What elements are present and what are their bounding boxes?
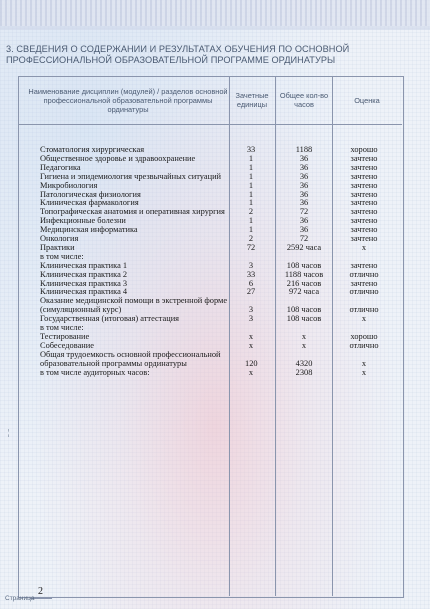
cell-hours: 972 часа [288, 287, 320, 297]
cell-grade: x [361, 242, 367, 252]
table-row [40, 243, 400, 252]
cell-name: Государственная (итоговая) аттестация [40, 314, 180, 324]
cell-name: Тестирование [40, 331, 90, 341]
cell-name: Гигиена и эпидемиология чрезвычайных ситуаций [40, 171, 222, 181]
cell-hours: 1188 часов [284, 269, 324, 279]
table-row [40, 163, 400, 172]
cell-name: Клиническая практика 4 [40, 287, 128, 297]
table-row [40, 261, 400, 270]
column-header-hours: Общее кол-во часов [279, 91, 329, 109]
cell-hours: 108 часов [286, 305, 322, 315]
cell-units: 33 [246, 145, 256, 154]
cell-hours: 36 [299, 162, 309, 172]
table-row [40, 323, 400, 332]
table-header [18, 76, 402, 125]
cell-name: Общая трудоемкость основной профессиональной [40, 349, 221, 359]
cell-grade: отлично [349, 287, 379, 297]
cell-hours: 2308 [295, 367, 313, 377]
cell-hours: 36 [299, 198, 309, 208]
cell-grade: зачтено [350, 278, 378, 288]
cell-hours: x [301, 340, 307, 350]
table-row [40, 368, 400, 377]
cell-name: Общественное здоровье и здравоохранение [40, 153, 196, 163]
cell-units: 1 [248, 198, 254, 208]
cell-name: Клиническая практика 2 [40, 269, 128, 279]
table-row [40, 359, 400, 368]
cell-grade: зачтено [350, 234, 378, 243]
cell-units: 120 [245, 358, 258, 368]
cell-units: 72 [246, 242, 256, 252]
table-row [40, 252, 400, 261]
cell-units: x [248, 331, 254, 341]
table-row [40, 314, 400, 323]
cell-name: Практики [40, 242, 75, 252]
cell-grade: зачтено [350, 162, 378, 172]
table-row [40, 350, 400, 359]
cell-units: 27 [246, 287, 256, 297]
section-heading: 3. СВЕДЕНИЯ О СОДЕРЖАНИИ И РЕЗУЛЬТАТАХ ОБУЧЕНИЯ ПО ОСНОВНОЙ ПРОФЕССИОНАЛЬНОЙ ОБРАЗОВАТЕЛЬНОЙ ПРОГРАММЕ ОРДИНАТУРЫ [6, 44, 350, 65]
table-row [40, 270, 400, 279]
table-row [40, 287, 400, 296]
cell-name: Топографическая анатомия и оперативная хирургия [40, 207, 225, 217]
cell-hours: 36 [299, 216, 309, 226]
table-row [40, 296, 400, 305]
cell-grade: отлично [349, 340, 379, 350]
cell-name: в том числе аудиторных часов: [40, 367, 150, 377]
margin-mark: ¦ [8, 428, 10, 437]
cell-name: Инфекционные болезни [40, 216, 126, 226]
cell-name: (симуляционный курс) [40, 305, 122, 315]
column-header-units: Зачетные единицы [235, 91, 269, 109]
cell-grade: отлично [349, 269, 379, 279]
column-header-name: Наименование дисциплин (модулей) / разделов основной профессиональной образовательной программы ординатуры [28, 86, 228, 114]
cell-units: 3 [248, 305, 254, 315]
cell-name: Микробиология [40, 180, 98, 190]
cell-hours: x [301, 331, 307, 341]
cell-hours: 36 [299, 153, 309, 163]
cell-hours: 36 [299, 180, 309, 190]
cell-name: Клиническая практика 3 [40, 278, 128, 288]
table-row [40, 145, 400, 154]
cell-grade: x [361, 367, 367, 377]
column-header-grade: Оценка [354, 95, 380, 105]
cell-name: в том числе: [40, 323, 84, 332]
cell-name: Педагогика [40, 162, 81, 172]
cell-grade: зачтено [350, 216, 378, 226]
cell-name: Клиническая практика 1 [40, 260, 128, 270]
cell-grade: зачтено [350, 260, 378, 270]
cell-grade: зачтено [350, 198, 378, 208]
cell-hours: 2592 часа [286, 242, 322, 252]
cell-hours: 108 часов [286, 314, 322, 324]
table-row [40, 216, 400, 225]
cell-grade: зачтено [350, 207, 378, 217]
cell-units: 1 [248, 162, 254, 172]
table-row [40, 181, 400, 190]
cell-name: Собеседование [40, 340, 94, 350]
table-row [40, 172, 400, 181]
table-row [40, 207, 400, 216]
page-label: Страница [5, 595, 35, 602]
cell-hours: 4320 [295, 358, 313, 368]
cell-name: в том числе: [40, 251, 84, 261]
cell-grade: x [361, 314, 367, 324]
cell-hours: 36 [299, 189, 309, 199]
cell-grade: зачтено [350, 180, 378, 190]
cell-hours: 1188 [295, 145, 313, 154]
cell-name: Оказание медицинской помощи в экстренной форме [40, 296, 228, 306]
table-row [40, 234, 400, 243]
cell-units: 1 [248, 171, 254, 181]
cell-grade: зачтено [350, 171, 378, 181]
cell-grade: хорошо [350, 331, 378, 341]
cell-units: 3 [248, 314, 254, 324]
table-row [40, 190, 400, 199]
cell-units: 6 [248, 278, 254, 288]
cell-grade: отлично [349, 305, 379, 315]
table-row [40, 305, 400, 314]
cell-units: 2 [248, 234, 254, 243]
cell-hours: 72 [299, 207, 309, 217]
cell-units: 1 [248, 180, 254, 190]
table-row [40, 154, 400, 163]
cell-grade: хорошо [350, 145, 378, 154]
cell-grade: зачтено [350, 225, 378, 235]
table-row [40, 332, 400, 341]
cell-name: образовательной программы ординатуры [40, 358, 187, 368]
decorative-border-line [0, 26, 430, 30]
cell-name: Патологическая физиология [40, 189, 141, 199]
cell-units: 1 [248, 189, 254, 199]
cell-hours: 36 [299, 171, 309, 181]
cell-hours: 216 часов [286, 278, 322, 288]
cell-units: 1 [248, 225, 254, 235]
table-row [40, 279, 400, 288]
cell-hours: 72 [299, 234, 309, 243]
cell-units: x [248, 367, 254, 377]
cell-units: 2 [248, 207, 254, 217]
cell-grade: зачтено [350, 153, 378, 163]
cell-units: 1 [248, 216, 254, 226]
cell-hours: 36 [299, 225, 309, 235]
cell-name: Онкология [40, 234, 79, 243]
cell-name: Клиническая фармакология [40, 198, 139, 208]
table-row [40, 225, 400, 234]
cell-hours: 108 часов [286, 260, 322, 270]
cell-grade: зачтено [350, 189, 378, 199]
cell-units: x [248, 340, 254, 350]
table-row [40, 341, 400, 350]
table-row [40, 198, 400, 207]
cell-units: 3 [248, 260, 254, 270]
page-number: 2 [38, 586, 43, 597]
cell-name: Стоматология хирургическая [40, 145, 145, 154]
decorative-border [0, 0, 430, 26]
cell-name: Медицинская информатика [40, 225, 138, 235]
cell-units: 33 [246, 269, 256, 279]
cell-units: 1 [248, 153, 254, 163]
cell-grade: x [361, 358, 367, 368]
